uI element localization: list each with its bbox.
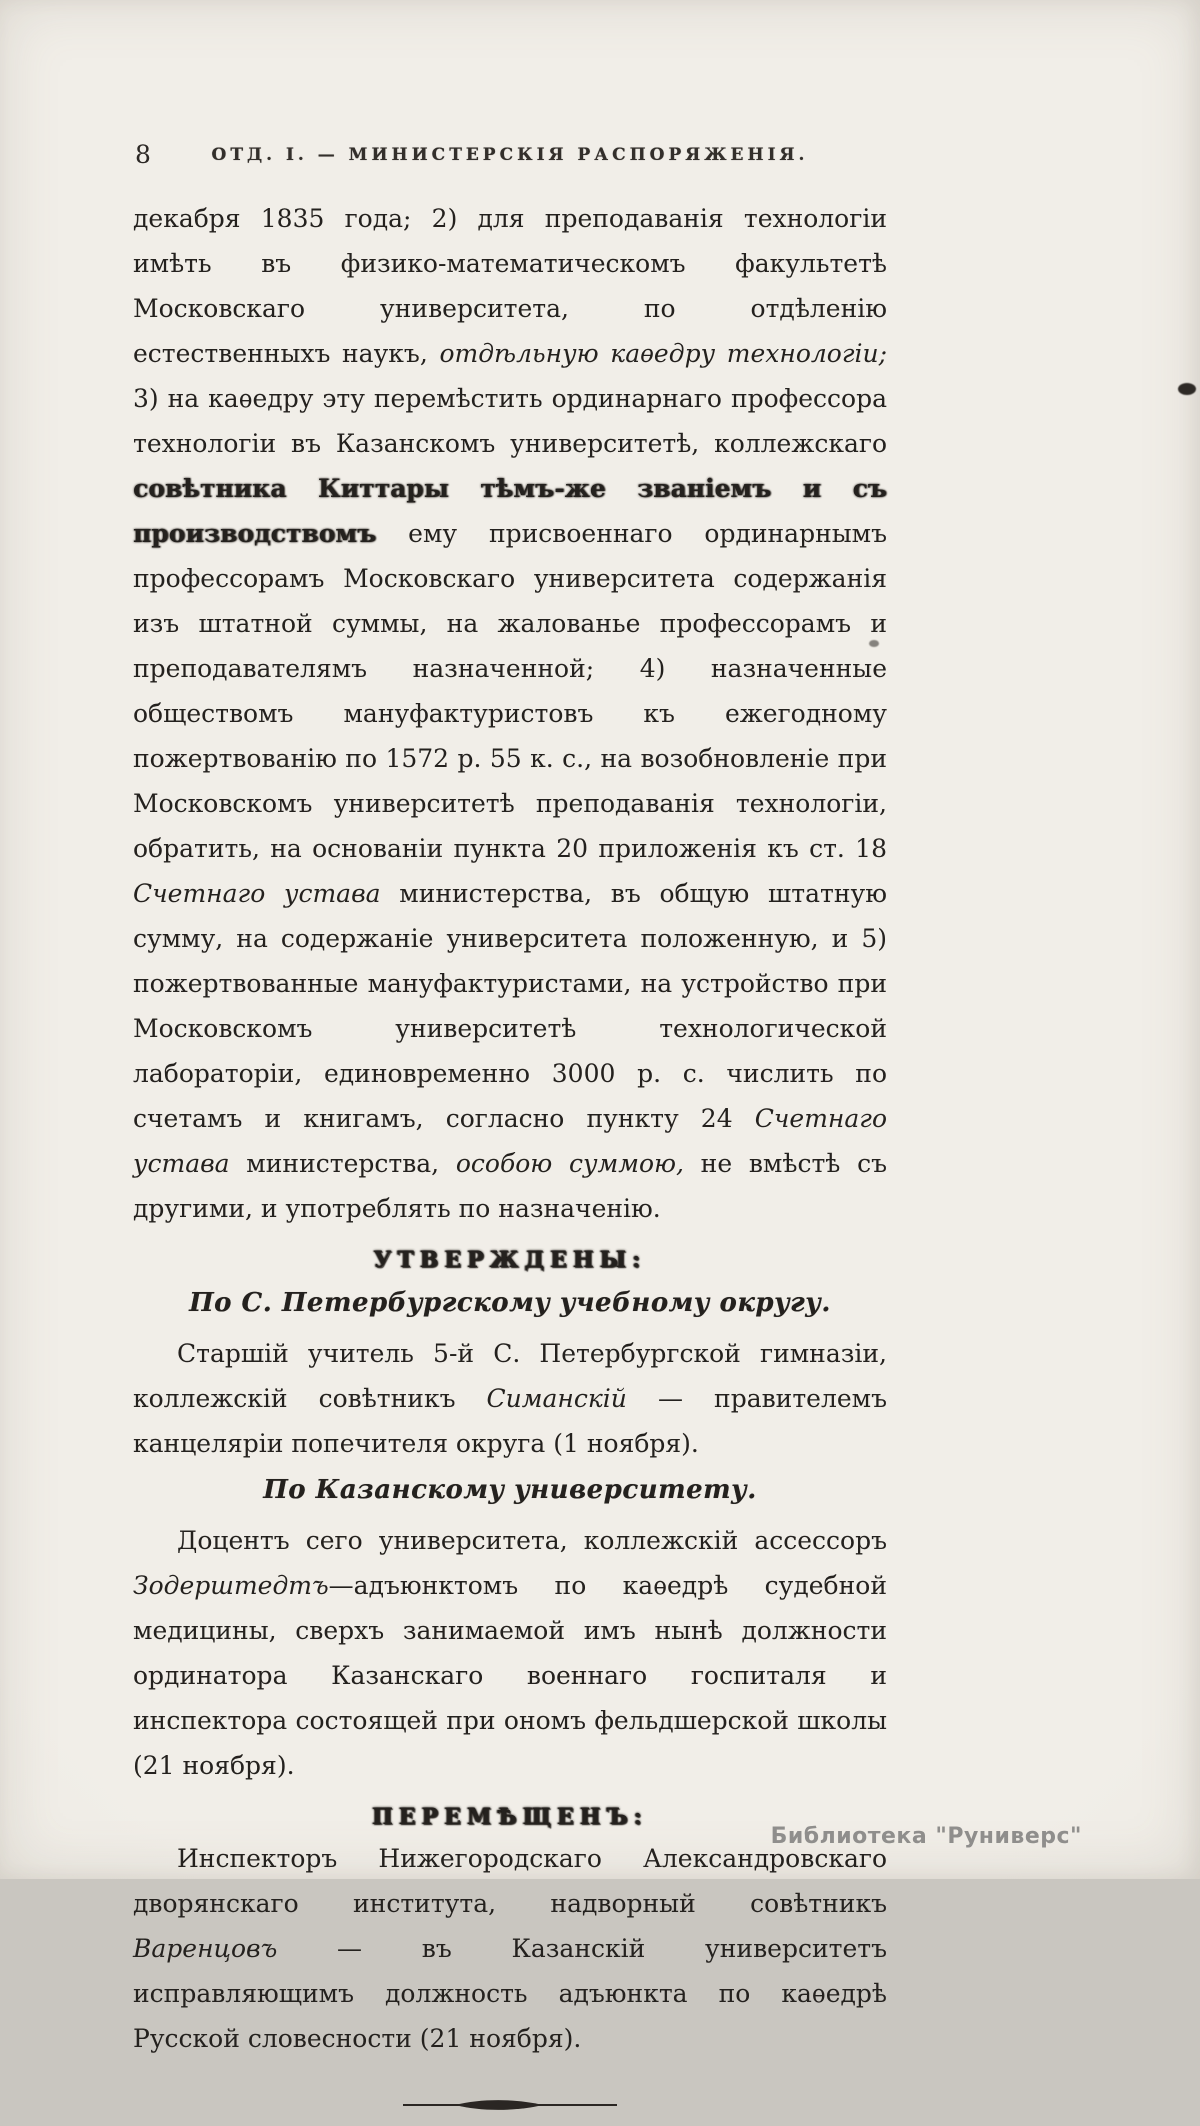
running-title: ОТД. I. — МИНИСТЕРСКІЯ РАСПОРЯЖЕНІЯ.	[211, 145, 809, 165]
subheading-petersburg-district: По С. Петербургскому учебному округу.	[189, 1288, 831, 1318]
text-run: — правителемъ канцеляріи попечителя округа (1 ноября).	[133, 1384, 887, 1458]
paragraph-decree-continuation	[133, 196, 887, 1231]
text-run-italic: Варенцовъ	[133, 1934, 278, 1963]
text-run-italic: отдѣльную каѳедру технологіи;	[439, 339, 887, 368]
text-run-italic: Симанскій	[486, 1384, 627, 1413]
subheading-kazan-university: По Казанскому университету.	[263, 1475, 757, 1505]
section-end-divider	[133, 2081, 887, 2126]
paragraph-appointment-simansky	[133, 1331, 887, 1466]
divider-ornament-icon	[403, 2098, 617, 2112]
text-run: министерства,	[229, 1149, 456, 1178]
heading-confirmed: УТВЕРЖДЕНЫ:	[373, 1247, 647, 1273]
text-run-italic: особою суммою,	[455, 1149, 684, 1178]
heading-transferred: ПЕРЕМѢЩЕНЪ:	[372, 1804, 648, 1830]
paragraph-transfer-varentsov	[133, 1836, 887, 2061]
text-run: — въ Казанскій университетъ исправляющимъ должность адъюнкта по каѳедрѣ Русской словесности (21 ноября).	[133, 1934, 887, 2053]
text-run: Инспекторъ Нижегородскаго Александровскаго дворянскаго института, надворный совѣтникъ	[133, 1844, 887, 1918]
library-watermark: Библиотека "Руниверс"	[770, 1824, 1082, 1849]
scan-artifact	[1178, 383, 1196, 395]
paragraph-appointment-soderstedt	[133, 1518, 887, 1788]
scan-artifact	[869, 640, 879, 647]
text-run: ему присвоеннаго ординарнымъ профессорамъ Московскаго университета содержанія изъ штатной суммы, на жалованье профессорамъ и преподавателямъ назначенной; 4) назначенные обществомъ мануфактуристовъ къ ежегодному пожертвованію по 1572 р. 55 к. с., на возобновленіе при Московскомъ университетѣ преподаванія технологіи, обратить, на основаніи пункта 20 приложенія къ ст. 18	[133, 519, 887, 863]
text-run-italic: Зодерштедтъ	[133, 1571, 329, 1600]
text-run: Доцентъ сего университета, коллежскій ассессоръ	[177, 1526, 887, 1555]
text-run: 3) на каѳедру эту перемѣстить ординарнаго профессора технологіи въ Казанскомъ университетѣ, коллежскаго	[133, 384, 887, 458]
text-run: —адъюнктомъ по каѳедрѣ судебной медицины, сверхъ занимаемой имъ нынѣ должности ординатора Казанскаго военнаго госпиталя и инспектора состоящей при ономъ фельдшерской школы (21 ноября).	[133, 1571, 887, 1780]
page-number: 8	[135, 140, 151, 169]
text-run-italic: Счетнаго устава	[133, 879, 381, 908]
text-run: декабря 1835 года; 2) для преподаванія технологіи имѣть въ физико-математическомъ факультетѣ Московскаго университета, по отдѣленію естественныхъ наукъ,	[133, 204, 887, 368]
text-run: не вмѣстѣ съ другими, и употреблять по назначенію.	[133, 1149, 887, 1223]
page-header	[133, 140, 887, 174]
text-run-smudged: совѣтника Киттары тѣмъ-же званіемъ и съ производствомъ	[133, 474, 887, 548]
text-run: министерства, въ общую штатную сумму, на содержаніе университета положенную, и 5) пожертвованные мануфактуристами, на устройство при Московскомъ университетѣ технологической лабораторіи, единовременно 3000 р. с. числить по счетамъ и книгамъ, согласно пункту 24	[133, 879, 887, 1133]
text-run: Старшій учитель 5-й С. Петербургской гимназіи, коллежскій совѣтникъ	[133, 1339, 887, 1413]
text-run-italic: Счетнаго устава	[133, 1104, 887, 1178]
